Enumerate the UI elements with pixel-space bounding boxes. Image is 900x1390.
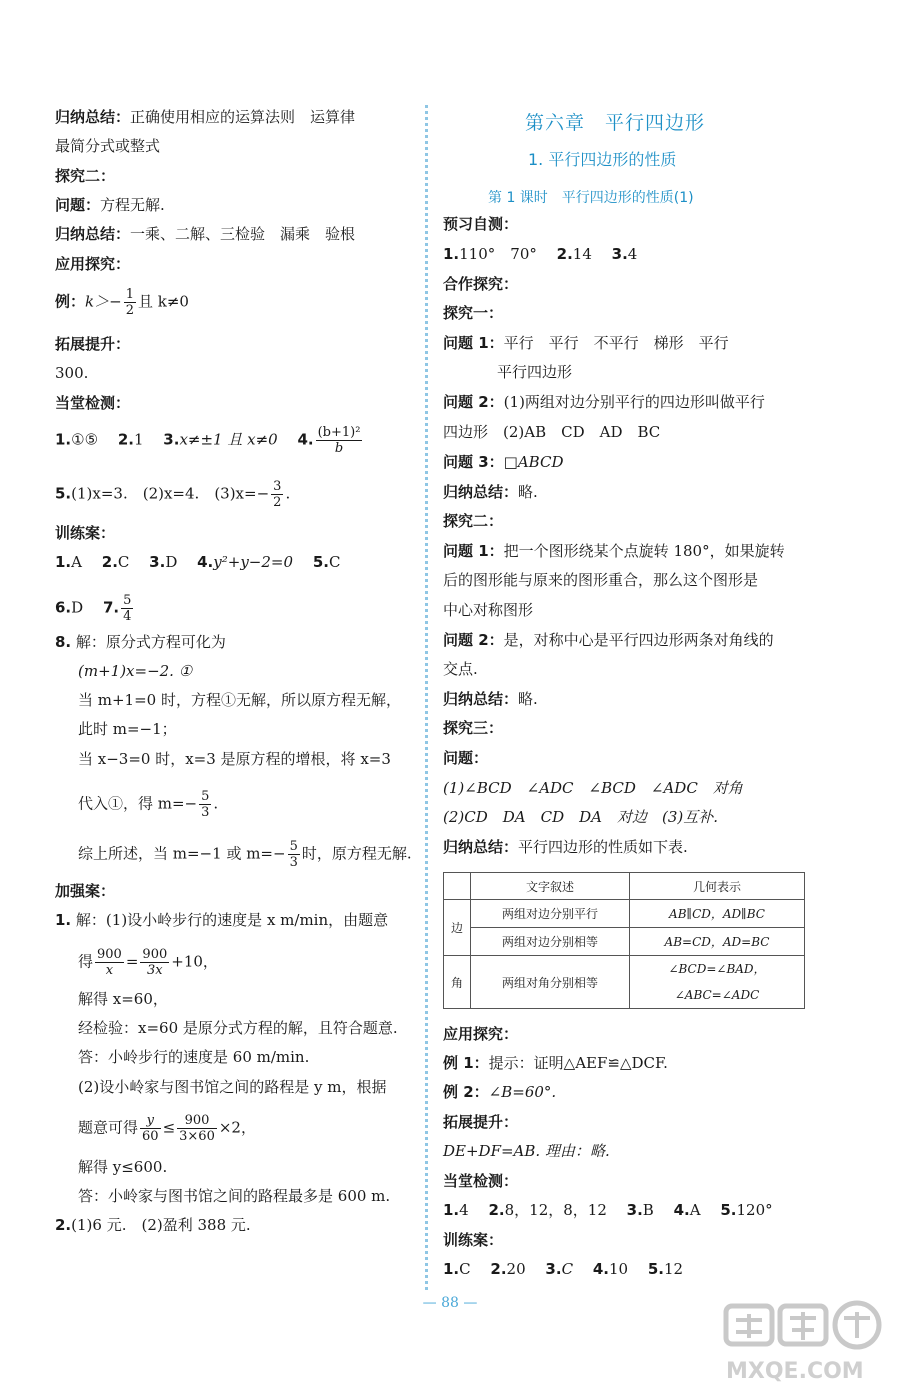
table-header-row	[444, 873, 805, 900]
question-line: 问题：方程无解.	[55, 196, 165, 214]
question-line: 中心对称图形	[443, 601, 534, 619]
fraction: $\frac{5}{4}$	[123, 593, 132, 624]
table-group-cell: 角	[444, 956, 471, 1009]
fraction: $\frac{y}{60}$	[142, 1113, 159, 1144]
answer-line: 2.(1)6 元. (2)盈利 388 元.	[55, 1216, 251, 1234]
fraction: $\frac{1}{2}$	[125, 287, 134, 318]
table-cell: ∠BCD=∠BAD， ∠ABC=∠ADC	[630, 956, 805, 1009]
question-line: 后的图形能与原来的图形重合，那么这个图形是	[443, 571, 759, 589]
solution-line: (2)设小岭家与图书馆之间的路程是 y m，根据	[78, 1078, 387, 1096]
fraction: $\frac{3}{2}$	[273, 479, 282, 510]
answer-line: 6.D 7. $\frac{5}{4}$	[55, 593, 132, 624]
solution-line: 综上所述，当 m=−1 或 m=− $\frac{5}{3}$ 时，原方程无解.	[78, 839, 412, 870]
question-line: 问题 2：(1)两组对边分别平行的四边形叫做平行	[443, 393, 765, 411]
table-cell: AB=CD，AD=BC	[630, 928, 805, 956]
section-heading: 应用探究：	[443, 1025, 519, 1043]
solution-line: 答：小岭家与图书馆之间的路程最多是 600 m.	[78, 1187, 391, 1205]
answer-line: 1.C 2.20 3.C 4.10 5.12	[443, 1260, 684, 1278]
solution-line: 题意可得 $\frac{y}{60}$ ≤ $\frac{900}{3\times 60}$ ×2，	[78, 1113, 256, 1144]
section-heading: 加强案：	[55, 882, 116, 900]
table-cell: AB∥CD，AD∥BC	[630, 900, 805, 928]
solution-line: 此时 m=−1；	[78, 720, 177, 738]
section-heading: 应用探究：	[55, 255, 131, 273]
svg-text:MXQE.COM: MXQE.COM	[726, 1359, 864, 1384]
fraction: $\frac{5}{3}$	[289, 839, 298, 870]
section-heading: 当堂检测：	[55, 394, 131, 412]
solution-line: 经检验：x=60 是原分式方程的解，且符合题意.	[78, 1019, 398, 1037]
section-heading: 探究二：	[443, 512, 504, 530]
summary-line: 归纳总结：略.	[443, 483, 538, 501]
fraction: $\frac{900}{x}$	[97, 947, 122, 978]
table-group-cell: 边	[444, 900, 471, 956]
table-corner-cell	[444, 873, 471, 900]
question-line: 问题 1：平行 平行 不平行 梯形 平行	[443, 334, 729, 352]
section-heading: 探究一：	[443, 304, 504, 322]
table-row	[444, 900, 805, 928]
solution-line: 当 x−3=0 时，x=3 是原方程的增根，将 x=3	[78, 750, 391, 768]
table-header-cell: 文字叙述	[471, 873, 630, 900]
question-line: (1)∠BCD ∠ADC ∠BCD ∠ADC 对角	[443, 779, 743, 797]
column-divider	[425, 105, 428, 1290]
solution-line: 得 $\frac{900}{x}$ = $\frac{900}{3x}$ +10，	[78, 947, 218, 978]
solution-line: 解得 x=60，	[78, 990, 168, 1008]
answer-line: 1.110° 70° 2.14 3.4	[443, 245, 638, 263]
answer-line: 1.A 2.C 3.D 4.y²+y−2=0 5.C	[55, 553, 341, 571]
summary-line: 归纳总结：略.	[443, 690, 538, 708]
fraction: $\frac{5}{3}$	[201, 789, 210, 820]
answer-line: 1.①⑤ 2.1 3.x≠±1 且 x≠0 4. $\frac{\text{(b+1)²}}{b}$	[55, 425, 361, 456]
chapter-title: 第六章 平行四边形	[525, 112, 706, 134]
section-heading: 探究三：	[443, 719, 504, 737]
table-cell: 两组对边分别相等	[471, 928, 630, 956]
section-heading: 探究二：	[55, 167, 116, 185]
table-header-cell: 几何表示	[630, 873, 805, 900]
question-line: 平行四边形	[497, 363, 573, 381]
fraction: $\frac{900}{3x}$	[142, 947, 168, 978]
page-number: — 88 —	[422, 1295, 478, 1311]
question-line: 问题 1：把一个图形绕某个点旋转 180°，如果旋转	[443, 542, 785, 560]
example-line: 例 2：∠B=60°.	[443, 1083, 557, 1101]
section-heading: 训练案：	[443, 1231, 504, 1249]
table-row	[444, 928, 805, 956]
question-line: 交点.	[443, 660, 478, 678]
solution-line: 解得 y≤600.	[78, 1158, 168, 1176]
summary-line: 归纳总结：一乘、二解、三检验 漏乘 验根	[55, 225, 356, 243]
solution-line: 1. 解：(1)设小岭步行的速度是 x m/min，由题意	[55, 911, 389, 929]
fraction: $\frac{900}{3\times 60}$	[179, 1113, 215, 1144]
question-line: 四边形 (2)AB CD AD BC	[443, 423, 661, 441]
section-heading: 当堂检测：	[443, 1172, 519, 1190]
example-line: 例 1：提示：证明△AEF≌△DCF.	[443, 1054, 668, 1072]
fraction: $\frac{\text{(b+1)²}}{b}$	[317, 425, 361, 456]
question-line: 问题 3：□ABCD	[443, 453, 564, 471]
section-title: 1. 平行四边形的性质	[528, 150, 677, 169]
question-line: 问题 2：是，对称中心是平行四边形两条对角线的	[443, 631, 774, 649]
lesson-title: 第 1 课时 平行四边形的性质(1)	[488, 190, 694, 206]
table-row	[444, 956, 805, 1009]
section-heading: 拓展提升：	[443, 1113, 519, 1131]
solution-line: 代入①，得 m=− $\frac{5}{3}$ .	[78, 789, 219, 820]
solution-line: 当 m+1=0 时，方程①无解，所以原方程无解，	[78, 691, 401, 709]
solution-line: 8. 解：原分式方程可化为	[55, 633, 226, 651]
section-heading: 拓展提升：	[55, 335, 131, 353]
watermark-logo-icon	[722, 1300, 892, 1385]
summary-line: 归纳总结：平行四边形的性质如下表.	[443, 838, 688, 856]
question-line: (2)CD DA CD DA 对边 (3)互补.	[443, 808, 718, 826]
table-cell: 两组对角分别相等	[471, 956, 630, 1009]
section-heading: 训练案：	[55, 524, 116, 542]
answer-line: 300.	[55, 364, 89, 382]
section-heading: 预习自测：	[443, 215, 519, 233]
question-label: 问题：	[443, 749, 489, 767]
answer-line: 1.4 2.8，12，8，12 3.B 4.A 5.120°	[443, 1201, 773, 1219]
property-table	[443, 872, 805, 1009]
solution-line: (m+1)x=−2. ①	[78, 662, 193, 680]
section-heading: 合作探究：	[443, 275, 519, 293]
summary-line-2: 最简分式或整式	[55, 137, 161, 155]
summary-line: 归纳总结：正确使用相应的运算法则 运算律	[55, 108, 356, 126]
table-cell: 两组对边分别平行	[471, 900, 630, 928]
solution-line: 答：小岭步行的速度是 60 m/min.	[78, 1048, 310, 1066]
example-line: 例：k＞− $\frac{1}{2}$ 且 k≠0	[55, 287, 189, 318]
answer-line: DE+DF=AB. 理由：略.	[443, 1142, 610, 1160]
answer-line: 5.(1)x=3. (2)x=4. (3)x=− $\frac{3}{2}$ .	[55, 479, 291, 510]
